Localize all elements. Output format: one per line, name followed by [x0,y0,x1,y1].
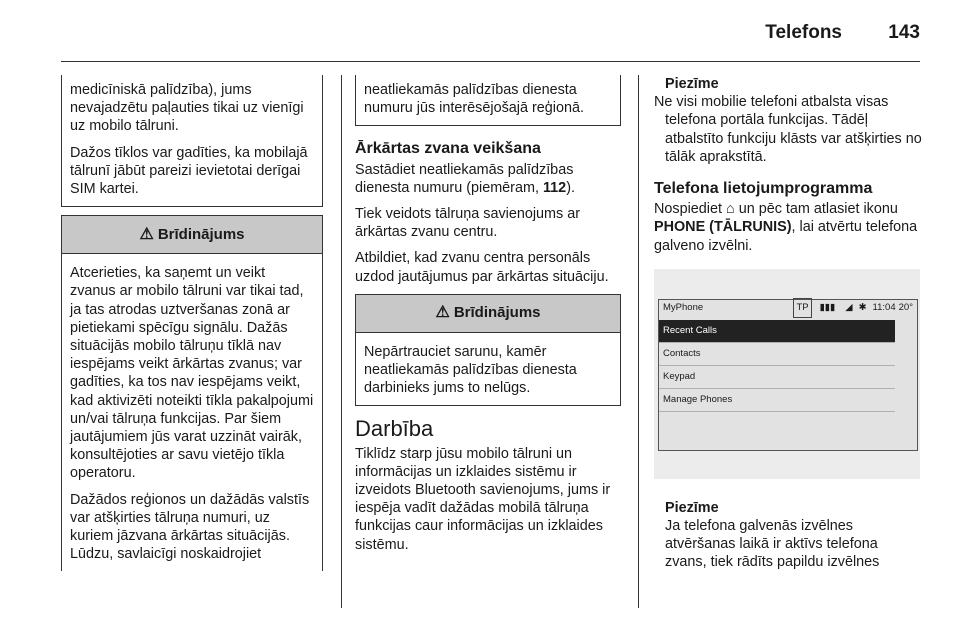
warning-paragraph: Nepārtrauciet sarunu, kamēr neatliekamās palīdzības dienesta darbinieks jums to nelūgs. [364,343,577,397]
bluetooth-icon: ✱ [858,301,867,313]
column-divider [638,75,639,608]
menu-item-manage-phones[interactable]: Manage Phones [659,389,895,412]
note [654,499,922,572]
section-heading: Ārkārtas zvana veikšana [355,140,541,158]
warning-title: Brīdinājums [157,225,245,243]
paragraph: Sastādiet neatliekamās palīdzības dienesta numuru (piemēram, 112). [355,161,575,196]
box-paragraph: medicīniskā palīdzība), jums nevajadzētu paļauties tikai uz vienīgi uz mobilo tālruni. [70,82,304,135]
tp-badge: TP [793,298,811,318]
temperature: 20° [898,301,913,313]
warning-box [61,215,323,571]
note-title: Piezīme [665,499,719,516]
box-paragraph: Dažos tīklos var gadīties, ka mobilajā tālrunī jābūt pareizi ievietotai derīgai SIM kartei. [70,144,308,198]
screen-title: MyPhone [663,301,704,313]
menu-item-keypad[interactable]: Keypad [659,366,895,389]
column-1 [61,75,323,571]
section-heading: Telefona lietojumprogramma [654,180,873,198]
warning-paragraph: Dažādos reģionos un dažādās valstīs var atšķirties tālruņa numuri, uz kuriem jāzvana ārkārtas situācijās. Lūdzu, savlaicīgi noskaidrojiet [70,491,310,563]
column-divider [341,75,342,608]
header-title: Telefons [765,22,842,43]
paragraph: Nospiediet ⌂ un pēc tam atlasiet ikonu PHONE (TĀLRUNIS), lai atvērtu telefona galveno izvēlni. [654,201,918,254]
column-3 [654,75,922,572]
note-text: Ja telefona galvenās izvēlnes atvēršanas laikā ir aktīvs telefona zvans, tiek rādīts papildu izvēlnes [665,518,880,571]
section-heading: Darbība [355,416,434,442]
paragraph: Tiklīdz starp jūsu mobilo tālruni un informācijas un izklaides sistēmu ir izveidots Bluetooth savienojums, jums ir iespēja vadīt dažādas mobilā tālruņa funkcijas caur informācijas un izklaides sistēmu. [355,445,611,553]
paragraph: Atbildiet, kad zvanu centra personāls uzdod jautājumus par ārkārtas situāciju. [355,250,609,285]
paragraph: Tiek veidots tālruņa savienojums ar ārkārtas zvanu centru. [355,206,581,241]
home-icon: ⌂ [726,201,735,218]
warning-triangle-icon: ⚠ [139,225,154,243]
note-title: Piezīme [665,76,719,92]
phone-screen [658,299,918,451]
box-paragraph: neatliekamās palīdzības dienesta numuru jūs interēsējošajā reģionā. [364,82,584,117]
menu-item-recent-calls[interactable]: Recent Calls [659,320,895,343]
note [654,75,922,166]
battery-icon: ▮▮▮ [819,301,836,313]
warning-box [355,294,621,407]
column-2 [355,75,621,562]
warning-header [62,216,322,254]
warning-title: Brīdinājums [453,304,541,322]
page-header [0,0,960,58]
warning-triangle-icon: ⚠ [435,304,450,322]
signal-icon: ◢ [845,301,853,313]
menu-item-contacts[interactable]: Contacts [659,343,895,366]
warning-paragraph: Atcerieties, ka saņemt un veikt zvanus ar mobilo tālruni var tikai tad, ja tas atrodas uztveršanas zonā ar pietiekami spēcīgu signālu. Dažās situācijās mobilo tālruņu tīklā nav iespējams veikt ārkārtas zvanus; var gadīties, ka tos nav iespējams veikt, kad aktivizēti noteikti tīkla pakalpojumi un/vai tālruņa funkcijas. Par šiem jautājumiem jūs varat uzzināt vairāk, konsultējoties ar savu vietējo tīkla operatoru. [70,265,314,482]
page-number: 143 [888,22,920,43]
screen-status-bar [659,300,917,316]
continued-box [61,75,323,207]
phone-screen-image [654,269,920,479]
clock: 11:04 [872,301,896,313]
header-rule [61,61,920,62]
note-text: Ne visi mobilie telefoni atbalsta visas telefona portāla funkcijas. Tādēļ atbalstīto funkciju klāsts var atšķirties no tālāk aprakstītā. [654,94,922,165]
continued-box [355,75,621,126]
warning-header [356,295,620,333]
